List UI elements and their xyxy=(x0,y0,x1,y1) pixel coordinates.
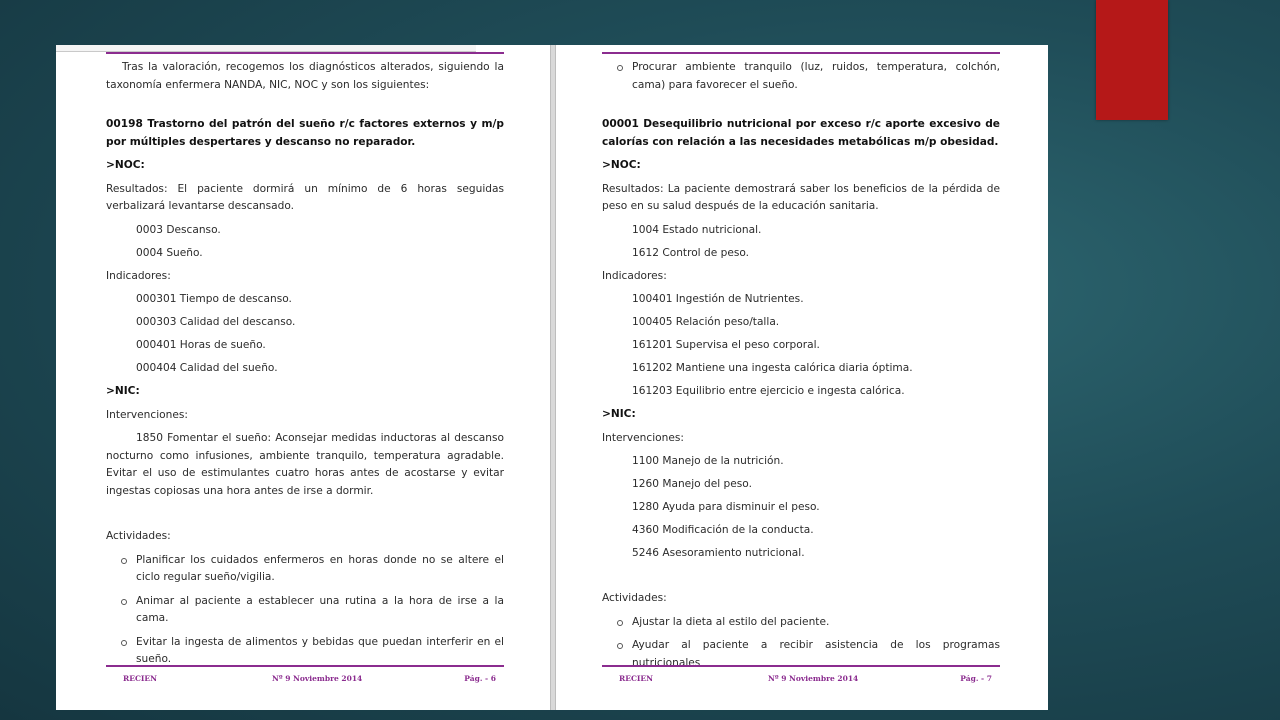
intervenciones-label: Intervenciones: xyxy=(106,408,188,421)
intervenciones-label: Intervenciones: xyxy=(602,431,684,444)
nic-label: >NIC: xyxy=(602,408,636,420)
actividades-label: Actividades: xyxy=(602,592,667,604)
continued-list xyxy=(602,59,1000,94)
noc-item: 0003 Descanso. xyxy=(136,223,221,236)
indicador-item: 100401 Ingestión de Nutrientes. xyxy=(632,293,804,305)
actividades-list xyxy=(602,614,1000,673)
noc-item: 1612 Control de peso. xyxy=(632,246,750,259)
resultados-paragraph: Resultados: La paciente demostrará saber los beneficios de la pérdida de peso en su salud después de la educación sanitaria. xyxy=(602,182,1000,212)
resultados-paragraph: Resultados: El paciente dormirá un mínimo de 6 horas seguidas verbalizará levantarse descansado. xyxy=(106,182,504,212)
noc-item: 1004 Estado nutricional. xyxy=(632,223,762,236)
actividad-item: Ajustar la dieta al estilo del paciente. xyxy=(614,614,1000,632)
intervencion-item: 1280 Ayuda para disminuir el peso. xyxy=(632,501,820,513)
page-gutter xyxy=(550,45,556,710)
spacer xyxy=(602,568,1000,590)
indicador-item: 000301 Tiempo de descanso. xyxy=(136,293,292,305)
red-accent-bar xyxy=(1096,0,1168,120)
page-6-content xyxy=(106,59,504,675)
indicador-item: 000404 Calidad del sueño. xyxy=(136,362,278,374)
actividad-item: Ayudar al paciente a recibir asistencia de los programas nutricionales xyxy=(614,637,1000,672)
indicador-item: 100405 Relación peso/talla. xyxy=(632,316,780,328)
page-6 xyxy=(106,45,504,710)
page-footer xyxy=(106,665,504,685)
indicador-item: 161203 Equilibrio entre ejercicio e ingesta calórica. xyxy=(632,385,905,397)
footer-issue: Nº 9 Noviembre 2014 xyxy=(272,674,363,683)
noc-item: 0004 Sueño. xyxy=(136,246,203,259)
diagnosis-heading: 00001 Desequilibrio nutricional por exceso r/c aporte excesivo de calorías con relación a las necesidades metabólicas m/p obesidad. xyxy=(602,118,1000,148)
intervencion-item: 5246 Asesoramiento nutricional. xyxy=(632,547,805,559)
noc-label: >NOC: xyxy=(602,159,641,171)
document-sheet xyxy=(56,45,1048,710)
indicador-item: 161201 Supervisa el peso corporal. xyxy=(632,339,820,351)
intervencion-item: 4360 Modificación de la conducta. xyxy=(632,524,814,536)
footer-journal: RECIEN xyxy=(619,674,653,683)
indicador-item: 161202 Mantiene una ingesta calórica diaria óptima. xyxy=(632,362,913,374)
intro-paragraph: Tras la valoración, recogemos los diagnósticos alterados, siguiendo la taxonomía enfermera NANDA, NIC, NOC y son los siguientes: xyxy=(106,61,504,91)
noc-label: >NOC: xyxy=(106,159,145,171)
page-7 xyxy=(602,45,1000,710)
intervencion-item: 1100 Manejo de la nutrición. xyxy=(632,455,784,467)
header-rule xyxy=(106,52,504,54)
footer-page-number: Pág. - 6 xyxy=(464,674,496,683)
footer-journal: RECIEN xyxy=(123,674,157,683)
indicador-item: 000303 Calidad del descanso. xyxy=(136,316,296,328)
actividades-list xyxy=(106,552,504,669)
indicadores-label: Indicadores: xyxy=(602,269,667,282)
intervencion-paragraph: 1850 Fomentar el sueño: Aconsejar medidas inductoras al descanso nocturno como infusiones, ambiente tranquilo, temperatura agradable. Evitar el uso de estimulantes cuatro horas antes de acostarse y evitar ingestas copiosas una hora antes de irse a dormir. xyxy=(106,432,504,497)
actividad-item: Planificar los cuidados enfermeros en horas donde no se altere el ciclo regular sueño/vigilia. xyxy=(118,552,504,587)
actividad-item: Evitar la ingesta de alimentos y bebidas que puedan interferir en el sueño. xyxy=(118,634,504,669)
indicador-item: 000401 Horas de sueño. xyxy=(136,339,266,351)
intervencion-item: 1260 Manejo del peso. xyxy=(632,478,752,490)
footer-page-number: Pág. - 7 xyxy=(960,674,992,683)
page-7-content xyxy=(602,59,1000,678)
footer-issue: Nº 9 Noviembre 2014 xyxy=(768,674,859,683)
page-footer xyxy=(602,665,1000,685)
diagnosis-heading: 00198 Trastorno del patrón del sueño r/c factores externos y m/p por múltiples despertares y descanso no reparador. xyxy=(106,118,504,148)
indicadores-label: Indicadores: xyxy=(106,269,171,282)
header-rule xyxy=(602,52,1000,54)
actividades-label: Actividades: xyxy=(106,530,171,542)
nic-label: >NIC: xyxy=(106,385,140,397)
actividad-item: Animar al paciente a establecer una rutina a la hora de irse a la cama. xyxy=(118,593,504,628)
spacer xyxy=(106,506,504,528)
actividad-item: Procurar ambiente tranquilo (luz, ruidos, temperatura, colchón, cama) para favorecer el sueño. xyxy=(614,59,1000,94)
